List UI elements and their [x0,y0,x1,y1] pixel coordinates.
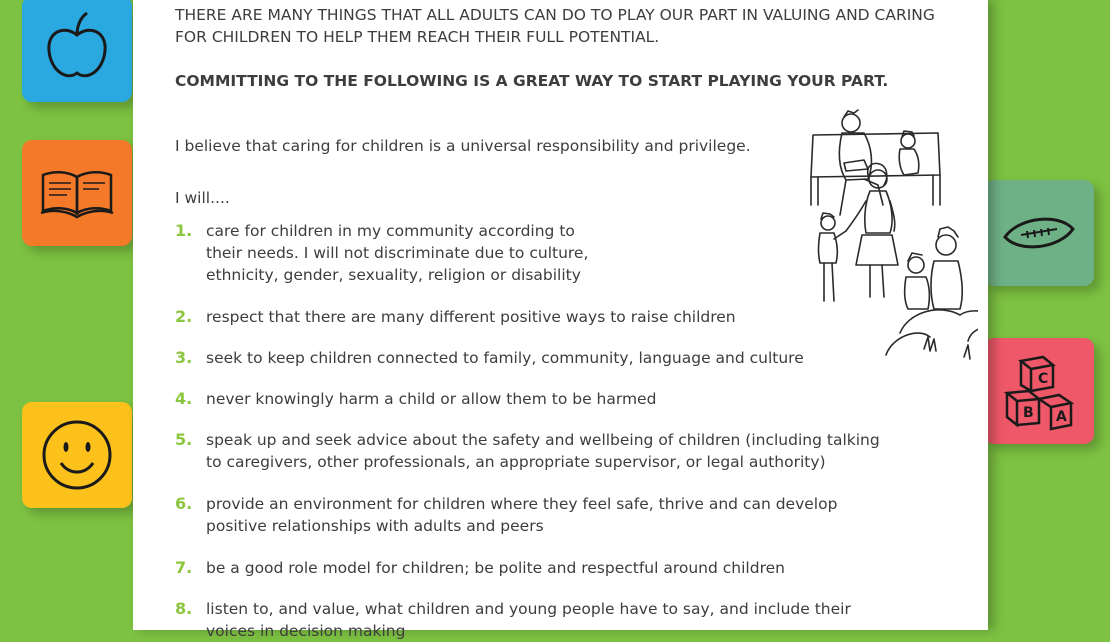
item-text-line: positive relationships with adults and peers [206,517,544,535]
belief-statement: I believe that caring for children is a universal responsibility and privilege. [175,137,751,155]
item-number: 7. [175,558,193,577]
item-text-line: to caregivers, other professionals, an appropriate supervisor, or legal authority) [206,453,826,471]
smiley-face-icon [37,415,117,495]
block-letter-b: B [1023,405,1034,421]
abc-blocks-icon [999,351,1079,431]
apple-tile [22,0,132,102]
smiley-tile [22,402,132,508]
pledge-item-6 [175,493,837,537]
item-text-line: provide an environment for children where they feel safe, thrive and can develop [206,495,838,513]
pledge-item-8 [175,598,851,642]
book-tile [22,140,132,246]
item-text-line: seek to keep children connected to family, community, language and culture [206,349,804,367]
intro-text: THERE ARE MANY THINGS THAT ALL ADULTS CAN DO TO PLAY OUR PART IN VALUING AND CARING FOR CHILDREN TO HELP THEM REACH THEIR FULL POTENTIAL. [175,6,935,46]
item-number: 2. [175,307,193,326]
pledge-item-4 [175,388,656,410]
pledge-item-5 [175,429,880,473]
item-text-line: be a good role model for children; be polite and respectful around children [206,559,785,577]
item-number: 5. [175,430,193,449]
item-text-line: care for children in my community according to [206,222,575,240]
item-text-line: voices in decision making [206,622,406,640]
pledge-item-2 [175,306,736,328]
item-text-line: ethnicity, gender, sexuality, religion or disability [206,266,581,284]
family-sketch-illustration [668,105,978,375]
item-text-line: their needs. I will not discriminate due to culture, [206,244,589,262]
item-number: 8. [175,599,193,618]
item-text-line: never knowingly harm a child or allow them to be harmed [206,390,657,408]
item-text-line: listen to, and value, what children and young people have to say, and include their [206,600,851,618]
item-text-line: speak up and seek advice about the safety and wellbeing of children (including talking [206,431,880,449]
football-icon [999,193,1079,273]
walking-family-sketch [819,163,899,301]
i-will-label: I will.... [175,189,230,207]
item-number: 6. [175,494,193,513]
football-tile [984,180,1094,286]
children-on-hill-sketch [886,227,978,359]
pledge-item-7 [175,557,785,579]
block-letter-a: A [1056,409,1067,425]
open-book-icon [37,153,117,233]
pledge-item-1 [175,220,588,286]
pledge-paper [133,0,988,640]
block-letter-c: C [1038,371,1049,387]
item-text-line: respect that there are many different positive ways to raise children [206,308,736,326]
bench-scene-sketch [811,110,940,215]
item-number: 4. [175,389,193,408]
item-number: 3. [175,348,193,367]
apple-icon [37,9,117,89]
commit-heading: COMMITTING TO THE FOLLOWING IS A GREAT WAY TO START PLAYING YOUR PART. [175,72,889,90]
abc-blocks-tile [984,338,1094,444]
item-number: 1. [175,221,193,240]
